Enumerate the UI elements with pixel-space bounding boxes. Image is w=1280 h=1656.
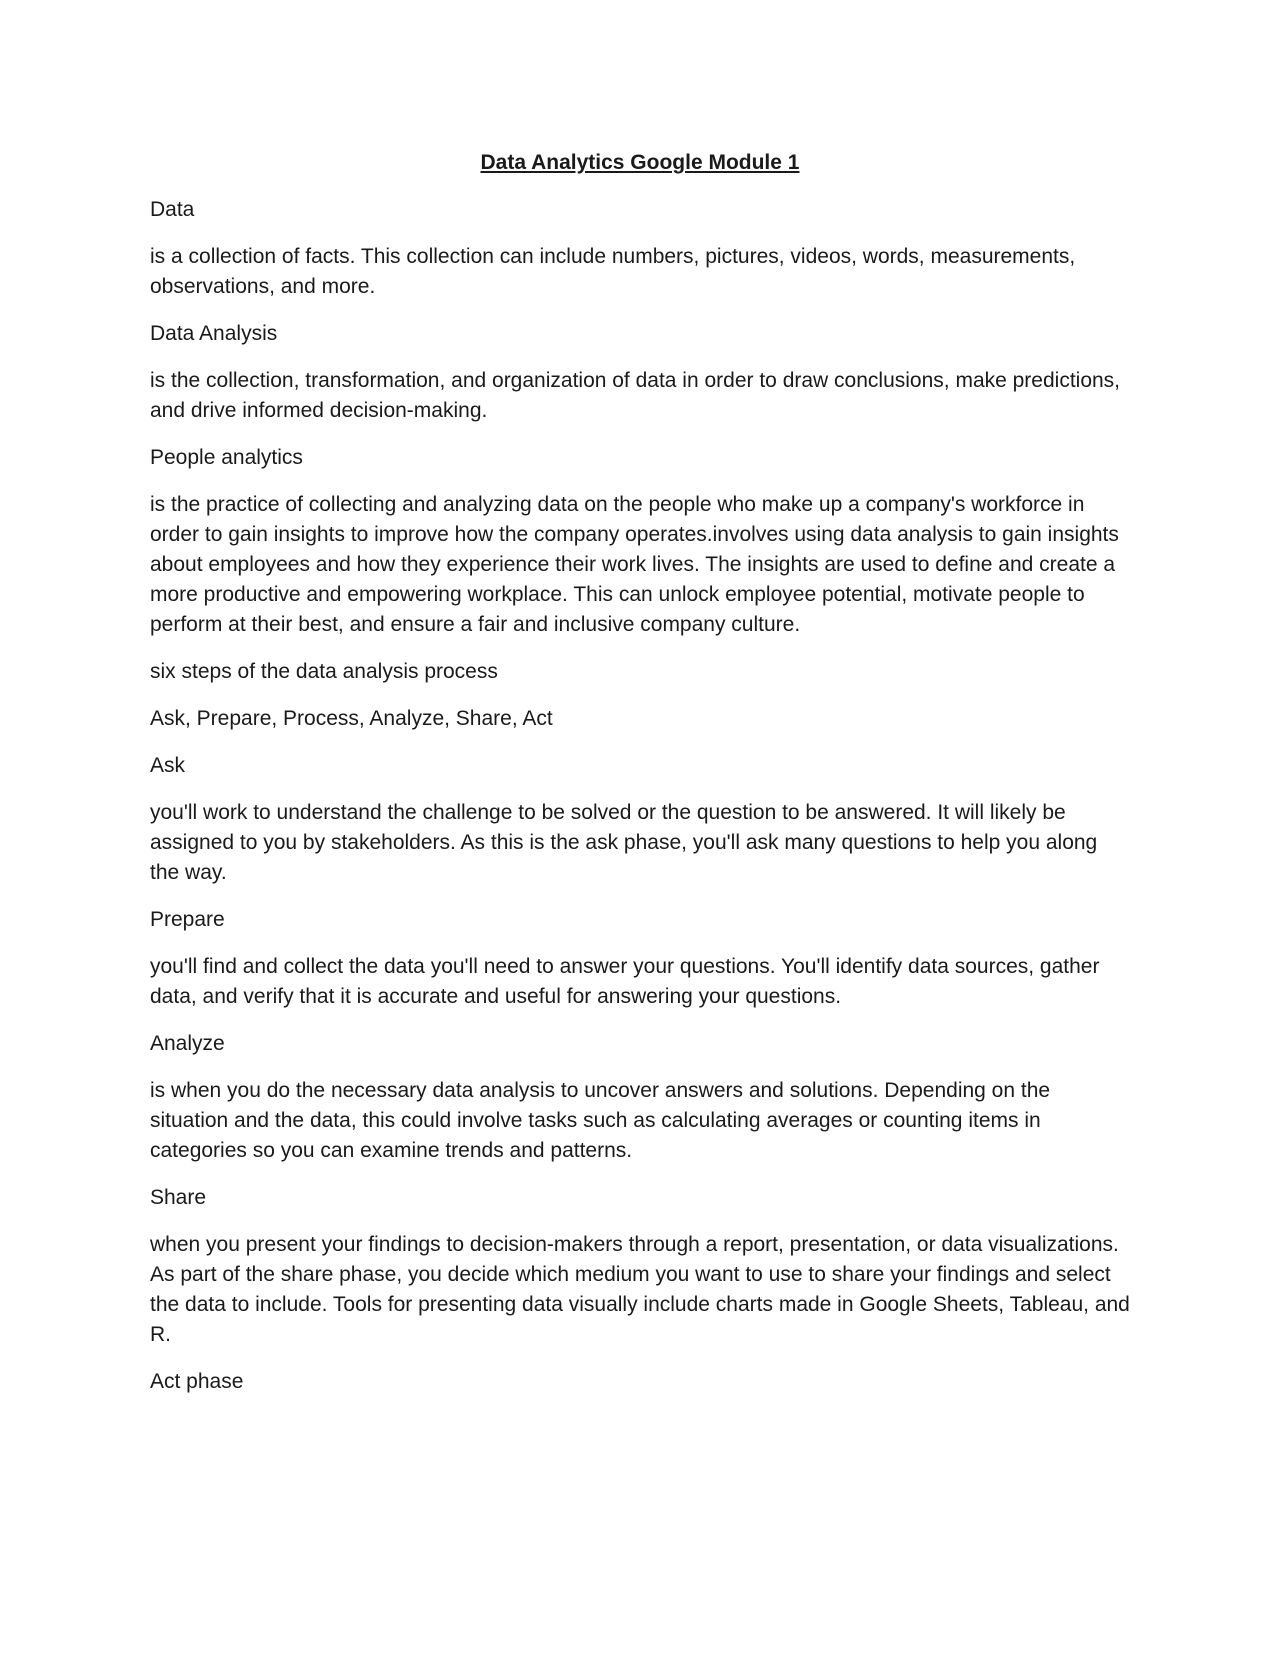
definition-six-steps: Ask, Prepare, Process, Analyze, Share, Act: [150, 707, 553, 730]
document-title: Data Analytics Google Module 1: [480, 151, 800, 174]
term-act-phase: Act phase: [150, 1370, 244, 1393]
term-share: Share: [150, 1186, 207, 1209]
definition-analyze: is when you do the necessary data analysis to uncover answers and solutions. Depending on the situation and the data, this could involve tasks such as calculating averages or counting items in categories so you can examine trends and patterns.: [150, 1079, 1051, 1162]
term-prepare: Prepare: [150, 908, 225, 931]
term-analyze: Analyze: [150, 1032, 225, 1055]
term-ask: Ask: [150, 754, 186, 777]
definition-data-analysis: is the collection, transformation, and organization of data in order to draw conclusions, make predictions, and drive informed decision-making.: [150, 369, 1121, 422]
document-body: [150, 148, 1130, 1414]
definition-people-analytics: is the practice of collecting and analyzing data on the people who make up a company's workforce in order to gain insights to improve how the company operates.involves using data analysis to gain insights about employees and how they experience their work lives. The insights are used to define and create a more productive and empowering workplace. This can unlock employee potential, motivate people to perform at their best, and ensure a fair and inclusive company culture.: [150, 493, 1119, 636]
definition-share: when you present your findings to decision-makers through a report, presentation, or data visualizations. As part of the share phase, you decide which medium you want to use to share your findings and select the data to include. Tools for presenting data visually include charts made in Google Sheets, Tableau, and R.: [150, 1233, 1130, 1346]
definition-ask: you'll work to understand the challenge to be solved or the question to be answered. It will likely be assigned to you by stakeholders. As this is the ask phase, you'll ask many questions to help you along the way.: [150, 801, 1098, 884]
term-data-analysis: Data Analysis: [150, 322, 278, 345]
term-data: Data: [150, 198, 195, 221]
term-six-steps: six steps of the data analysis process: [150, 660, 498, 683]
definition-prepare: you'll find and collect the data you'll need to answer your questions. You'll identify data sources, gather data, and verify that it is accurate and useful for answering your questions.: [150, 955, 1100, 1008]
term-people-analytics: People analytics: [150, 446, 303, 469]
definition-data: is a collection of facts. This collection can include numbers, pictures, videos, words, measurements, observations, and more.: [150, 245, 1076, 298]
